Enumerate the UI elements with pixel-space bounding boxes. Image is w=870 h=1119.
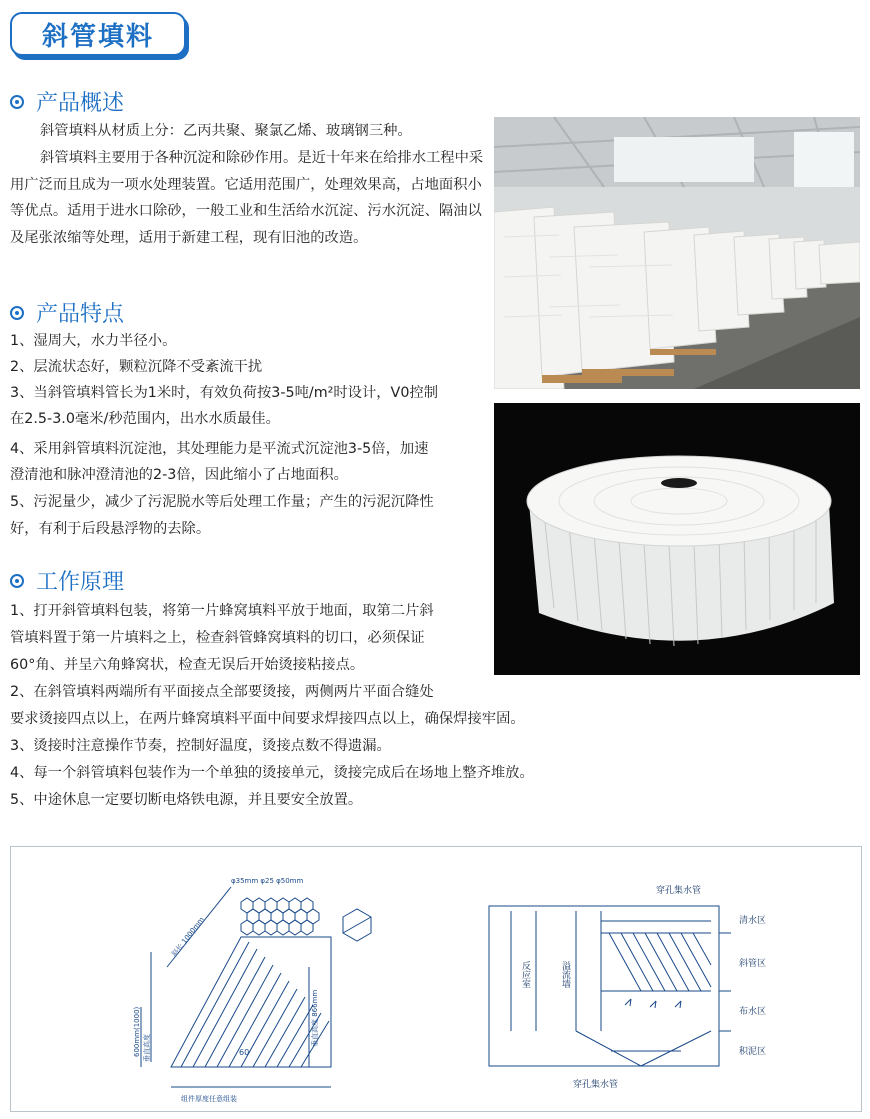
feature-line: 澄清池和脉冲澄清池的2-3倍，因此缩小了占地面积。 (10, 467, 348, 483)
feature-line: 3、当斜管填料管长为1米时，有效负荷按3-5吨/m²时设计，V0控制 (10, 385, 439, 401)
dim-right-label: 垂直高度 866mm (311, 989, 319, 1047)
bottom-note-label: 组件厚度任意组装 (181, 1095, 237, 1103)
section-heading-label: 工作原理 (36, 570, 125, 595)
section-heading-features (10, 297, 124, 328)
warehouse-photo (494, 117, 860, 389)
circle-bullet-icon (10, 574, 24, 588)
pipe-bottom-label: 穿孔集水管 (573, 1080, 619, 1090)
feature-line: 5、污泥量少，减少了污泥脱水等后处理工作量；产生的污泥沉降性 (10, 494, 434, 510)
principle-line: 60°角、并呈六角蜂窝状，检查无误后开始烫接粘接点。 (10, 657, 365, 673)
principle-line: 4、每一个斜管填料包装作为一个单独的烫接单元，烫接完成后在场地上整齐堆放。 (10, 765, 534, 781)
honeycomb-diagram (111, 857, 491, 1119)
pipe-top-label: 穿孔集水管 (656, 886, 702, 896)
section-heading-label: 产品概述 (36, 91, 125, 116)
overflow-wall-label: 溢流墙 (560, 961, 570, 988)
tank-diagram (481, 851, 781, 1113)
principle-line: 要求烫接四点以上，在两片蜂窝填料平面中间要求焊接四点以上，确保焊接牢固。 (10, 711, 525, 727)
zone-clear-label: 清水区 (739, 916, 767, 926)
principle-line: 3、烫接时注意操作节奏，控制好温度，烫接点数不得遗漏。 (10, 738, 391, 754)
section-heading-principle (10, 565, 124, 596)
section-heading-label: 产品特点 (36, 302, 125, 327)
diagram-panel (10, 846, 862, 1112)
page-title: 斜管填料 (10, 12, 186, 56)
dim-diag-label: 斜长 1000mm (170, 915, 206, 959)
feature-line: 4、采用斜管填料沉淀池，其处理能力是平流式沉淀池3-5倍，加速 (10, 441, 429, 457)
principle-line: 5、中途休息一定要切断电烙铁电源，并且要安全放置。 (10, 792, 363, 808)
feature-line: 1、湿周大，水力半径小。 (10, 333, 177, 349)
angle-label: 60 (239, 1048, 250, 1057)
dim-top-label: φ35mm φ25 φ50mm (231, 877, 304, 885)
circle-bullet-icon (10, 306, 24, 320)
zone-tube-label: 斜管区 (739, 959, 767, 969)
principle-line: 2、在斜管填料两端所有平面接点全部要烫接，两侧两片平面合缝处 (10, 684, 434, 700)
overview-paragraph-1: 斜管填料从材质上分：乙丙共聚、聚氯乙烯、玻璃钢三种。 (40, 123, 412, 139)
dim-left-label: 600mm(1000) (133, 1006, 141, 1057)
reaction-chamber-label: 反应室 (520, 961, 530, 988)
principle-line: 1、打开斜管填料包装，将第一片蜂窝填料平放于地面，取第二片斜 (10, 603, 434, 619)
feature-line: 好，有利于后段悬浮物的去除。 (10, 521, 211, 537)
round-fill-photo (494, 403, 860, 675)
zone-sludge-label: 积泥区 (739, 1047, 767, 1057)
principle-line: 管填料置于第一片填料之上，检查斜管蜂窝填料的切口，必须保证 (10, 630, 425, 646)
feature-line: 2、层流状态好，颗粒沉降不受紊流干扰 (10, 359, 263, 375)
zone-distribution-label: 布水区 (739, 1007, 767, 1017)
overview-paragraph-2: 斜管填料主要用于各种沉淀和除砂作用。是近十年来在给排水工程中采用广泛而且成为一项水处理装置。它适用范围广，处理效果高，占地面积小等优点。适用于进水口除砂，一般工业和生活给水沉淀、污水沉淀、隔油以及尾张浓缩等处理，适用于新建工程，现有旧池的改造。 (10, 150, 484, 246)
feature-line: 在2.5-3.0毫米/秒范围内，出水水质最佳。 (10, 411, 280, 427)
dim-left2-label: 垂直高度 (143, 1034, 151, 1062)
section-heading-overview (10, 86, 124, 117)
circle-bullet-icon (10, 95, 24, 109)
